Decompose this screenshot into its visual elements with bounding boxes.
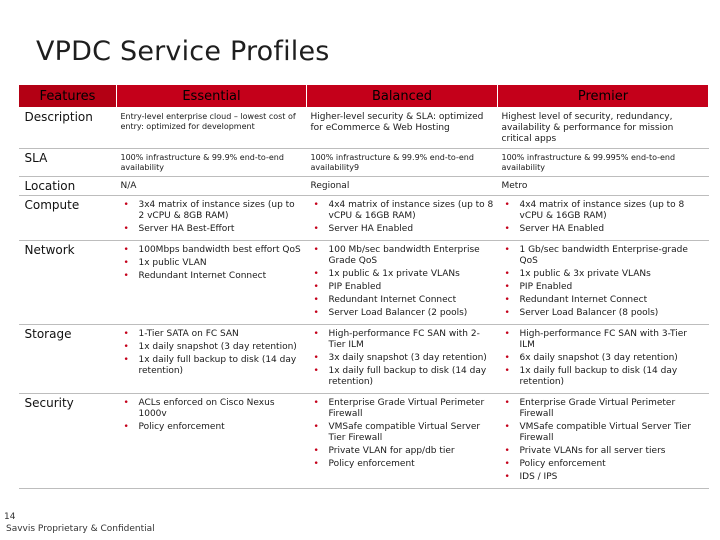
bullet-list — [502, 398, 705, 483]
bullet-icon: • — [313, 459, 319, 469]
list-item — [121, 422, 303, 433]
list-item — [502, 446, 705, 457]
bullet-icon: • — [123, 224, 129, 234]
cell-balanced — [307, 196, 498, 241]
list-item — [121, 342, 303, 353]
list-item-text: 1x daily full backup to disk (14 day retention) — [328, 366, 487, 387]
bullet-icon: • — [504, 308, 510, 318]
table-header-row — [19, 85, 709, 108]
list-item — [311, 224, 494, 235]
list-item — [502, 398, 705, 420]
header-essential: Essential — [117, 85, 307, 108]
page-number: 14 — [4, 512, 16, 522]
list-item-text: 3x daily snapshot (3 day retention) — [328, 353, 487, 363]
bullet-icon: • — [504, 353, 510, 363]
header-premier: Premier — [498, 85, 709, 108]
list-item-text: 3x4 matrix of instance sizes (up to 2 vCPU & 8GB RAM) — [138, 200, 295, 221]
bullet-icon: • — [123, 355, 129, 365]
bullet-icon: • — [313, 398, 319, 408]
list-item-text: Enterprise Grade Virtual Perimeter Firewall — [519, 398, 676, 419]
bullet-icon: • — [313, 366, 319, 376]
list-item — [502, 282, 705, 293]
list-item — [311, 422, 494, 444]
bullet-icon: • — [123, 271, 129, 281]
list-item-text: Private VLAN for app/db tier — [328, 446, 455, 456]
list-item-text: 6x daily snapshot (3 day retention) — [519, 353, 678, 363]
list-item-text: 4x4 matrix of instance sizes (up to 8 vCPU & 16GB RAM) — [519, 200, 685, 221]
table-body — [19, 108, 709, 489]
bullet-list — [502, 329, 705, 388]
cell-essential: Entry-level enterprise cloud – lowest cost of entry: optimized for development — [117, 108, 307, 149]
bullet-icon: • — [504, 269, 510, 279]
list-item — [502, 459, 705, 470]
row-label: Security — [19, 394, 117, 489]
header-balanced: Balanced — [307, 85, 498, 108]
bullet-icon: • — [313, 422, 319, 432]
cell-premier — [498, 196, 709, 241]
list-item — [121, 200, 303, 222]
list-item — [121, 224, 303, 235]
list-item-text: Server Load Balancer (8 pools) — [519, 308, 659, 318]
cell-balanced: 100% infrastructure & 99.9% end-to-end availability9 — [307, 149, 498, 177]
bullet-icon: • — [123, 245, 129, 255]
table-row — [19, 149, 709, 177]
list-item — [121, 398, 303, 420]
list-item — [121, 245, 303, 256]
bullet-icon: • — [313, 200, 319, 210]
header-features: Features — [19, 85, 117, 108]
cell-balanced — [307, 325, 498, 394]
bullet-list — [502, 200, 705, 235]
bullet-icon: • — [504, 200, 510, 210]
cell-premier — [498, 394, 709, 489]
cell-premier: 100% infrastructure & 99.995% end-to-end availability — [498, 149, 709, 177]
list-item — [121, 355, 303, 377]
list-item — [311, 353, 494, 364]
list-item-text: Policy enforcement — [328, 459, 415, 469]
list-item — [311, 446, 494, 457]
bullet-icon: • — [504, 224, 510, 234]
bullet-list — [311, 398, 494, 470]
list-item — [311, 200, 494, 222]
page-title: VPDC Service Profiles — [36, 36, 330, 67]
list-item — [311, 398, 494, 420]
bullet-icon: • — [504, 472, 510, 482]
list-item-text: Redundant Internet Connect — [138, 271, 267, 281]
list-item — [502, 366, 705, 388]
list-item-text: High-performance FC SAN with 2-Tier ILM — [328, 329, 480, 350]
list-item-text: Enterprise Grade Virtual Perimeter Firewall — [328, 398, 485, 419]
bullet-icon: • — [123, 398, 129, 408]
list-item-text: 1x daily full backup to disk (14 day retention) — [138, 355, 297, 376]
list-item — [121, 271, 303, 282]
bullet-list — [311, 329, 494, 388]
row-label: Network — [19, 241, 117, 325]
bullet-icon: • — [313, 295, 319, 305]
bullet-icon: • — [504, 366, 510, 376]
bullet-icon: • — [313, 282, 319, 292]
list-item-text: Redundant Internet Connect — [519, 295, 648, 305]
bullet-list — [121, 200, 303, 235]
list-item — [121, 258, 303, 269]
list-item-text: 1 Gb/sec bandwidth Enterprise-grade QoS — [519, 245, 688, 266]
list-item — [121, 329, 303, 340]
list-item-text: Private VLANs for all server tiers — [519, 446, 666, 456]
bullet-icon: • — [504, 422, 510, 432]
table-row — [19, 325, 709, 394]
list-item — [311, 269, 494, 280]
cell-premier — [498, 241, 709, 325]
list-item-text: 1x daily snapshot (3 day retention) — [138, 342, 297, 352]
row-label: SLA — [19, 149, 117, 177]
list-item — [311, 459, 494, 470]
cell-balanced — [307, 241, 498, 325]
bullet-icon: • — [504, 282, 510, 292]
bullet-icon: • — [504, 329, 510, 339]
list-item — [311, 308, 494, 319]
bullet-icon: • — [123, 342, 129, 352]
cell-premier: Highest level of security, redundancy, availability & performance for mission critical apps — [498, 108, 709, 149]
list-item-text: Server HA Best-Effort — [138, 224, 235, 234]
list-item-text: Server HA Enabled — [519, 224, 605, 234]
bullet-list — [121, 329, 303, 377]
list-item — [502, 308, 705, 319]
cell-essential — [117, 325, 307, 394]
list-item — [311, 245, 494, 267]
list-item-text: PIP Enabled — [328, 282, 382, 292]
bullet-icon: • — [504, 398, 510, 408]
cell-premier — [498, 325, 709, 394]
bullet-icon: • — [313, 224, 319, 234]
row-label: Location — [19, 177, 117, 196]
bullet-icon: • — [123, 200, 129, 210]
bullet-icon: • — [504, 446, 510, 456]
table-row — [19, 394, 709, 489]
list-item-text: VMSafe compatible Virtual Server Tier Firewall — [328, 422, 481, 443]
bullet-list — [311, 200, 494, 235]
bullet-icon: • — [313, 269, 319, 279]
list-item — [311, 366, 494, 388]
list-item-text: 1-Tier SATA on FC SAN — [138, 329, 239, 339]
table-row — [19, 108, 709, 149]
list-item-text: 1x daily full backup to disk (14 day retention) — [519, 366, 678, 387]
list-item-text: 1x public VLAN — [138, 258, 207, 268]
list-item — [502, 329, 705, 351]
service-profiles-table — [18, 84, 709, 489]
list-item-text: PIP Enabled — [519, 282, 573, 292]
list-item-text: Server HA Enabled — [328, 224, 414, 234]
list-item — [502, 245, 705, 267]
cell-essential: N/A — [117, 177, 307, 196]
bullet-icon: • — [313, 245, 319, 255]
bullet-icon: • — [123, 422, 129, 432]
list-item-text: 1x public & 3x private VLANs — [519, 269, 651, 279]
table-row — [19, 177, 709, 196]
list-item-text: 1x public & 1x private VLANs — [328, 269, 460, 279]
bullet-icon: • — [123, 329, 129, 339]
list-item — [502, 353, 705, 364]
list-item — [502, 472, 705, 483]
bullet-list — [121, 245, 303, 282]
bullet-icon: • — [313, 446, 319, 456]
list-item-text: High-performance FC SAN with 3-Tier ILM — [519, 329, 687, 350]
list-item — [311, 329, 494, 351]
row-label: Description — [19, 108, 117, 149]
bullet-icon: • — [313, 329, 319, 339]
bullet-icon: • — [504, 459, 510, 469]
list-item-text: 100 Mb/sec bandwidth Enterprise Grade QoS — [328, 245, 480, 266]
list-item-text: 4x4 matrix of instance sizes (up to 8 vCPU & 16GB RAM) — [328, 200, 494, 221]
cell-premier: Metro — [498, 177, 709, 196]
bullet-icon: • — [123, 258, 129, 268]
bullet-list — [311, 245, 494, 319]
list-item-text: Policy enforcement — [519, 459, 606, 469]
list-item — [502, 269, 705, 280]
bullet-icon: • — [313, 308, 319, 318]
list-item-text: Redundant Internet Connect — [328, 295, 457, 305]
list-item — [502, 422, 705, 444]
bullet-icon: • — [313, 353, 319, 363]
list-item-text: VMSafe compatible Virtual Server Tier Firewall — [519, 422, 691, 443]
cell-essential: 100% infrastructure & 99.9% end-to-end availability — [117, 149, 307, 177]
cell-essential — [117, 394, 307, 489]
row-label: Compute — [19, 196, 117, 241]
list-item — [502, 295, 705, 306]
cell-balanced: Higher-level security & SLA: optimized for eCommerce & Web Hosting — [307, 108, 498, 149]
cell-essential — [117, 196, 307, 241]
cell-balanced: Regional — [307, 177, 498, 196]
bullet-list — [121, 398, 303, 433]
list-item — [502, 200, 705, 222]
bullet-list — [502, 245, 705, 319]
list-item-text: IDS / IPS — [519, 472, 558, 482]
list-item — [311, 295, 494, 306]
confidential-notice: Savvis Proprietary & Confidential — [6, 524, 155, 534]
table-row — [19, 196, 709, 241]
row-label: Storage — [19, 325, 117, 394]
list-item — [502, 224, 705, 235]
cell-essential — [117, 241, 307, 325]
list-item-text: Policy enforcement — [138, 422, 225, 432]
table-row — [19, 241, 709, 325]
cell-balanced — [307, 394, 498, 489]
bullet-icon: • — [504, 245, 510, 255]
list-item-text: 100Mbps bandwidth best effort QoS — [138, 245, 301, 255]
bullet-icon: • — [504, 295, 510, 305]
list-item-text: ACLs enforced on Cisco Nexus 1000v — [138, 398, 275, 419]
list-item-text: Server Load Balancer (2 pools) — [328, 308, 468, 318]
list-item — [311, 282, 494, 293]
